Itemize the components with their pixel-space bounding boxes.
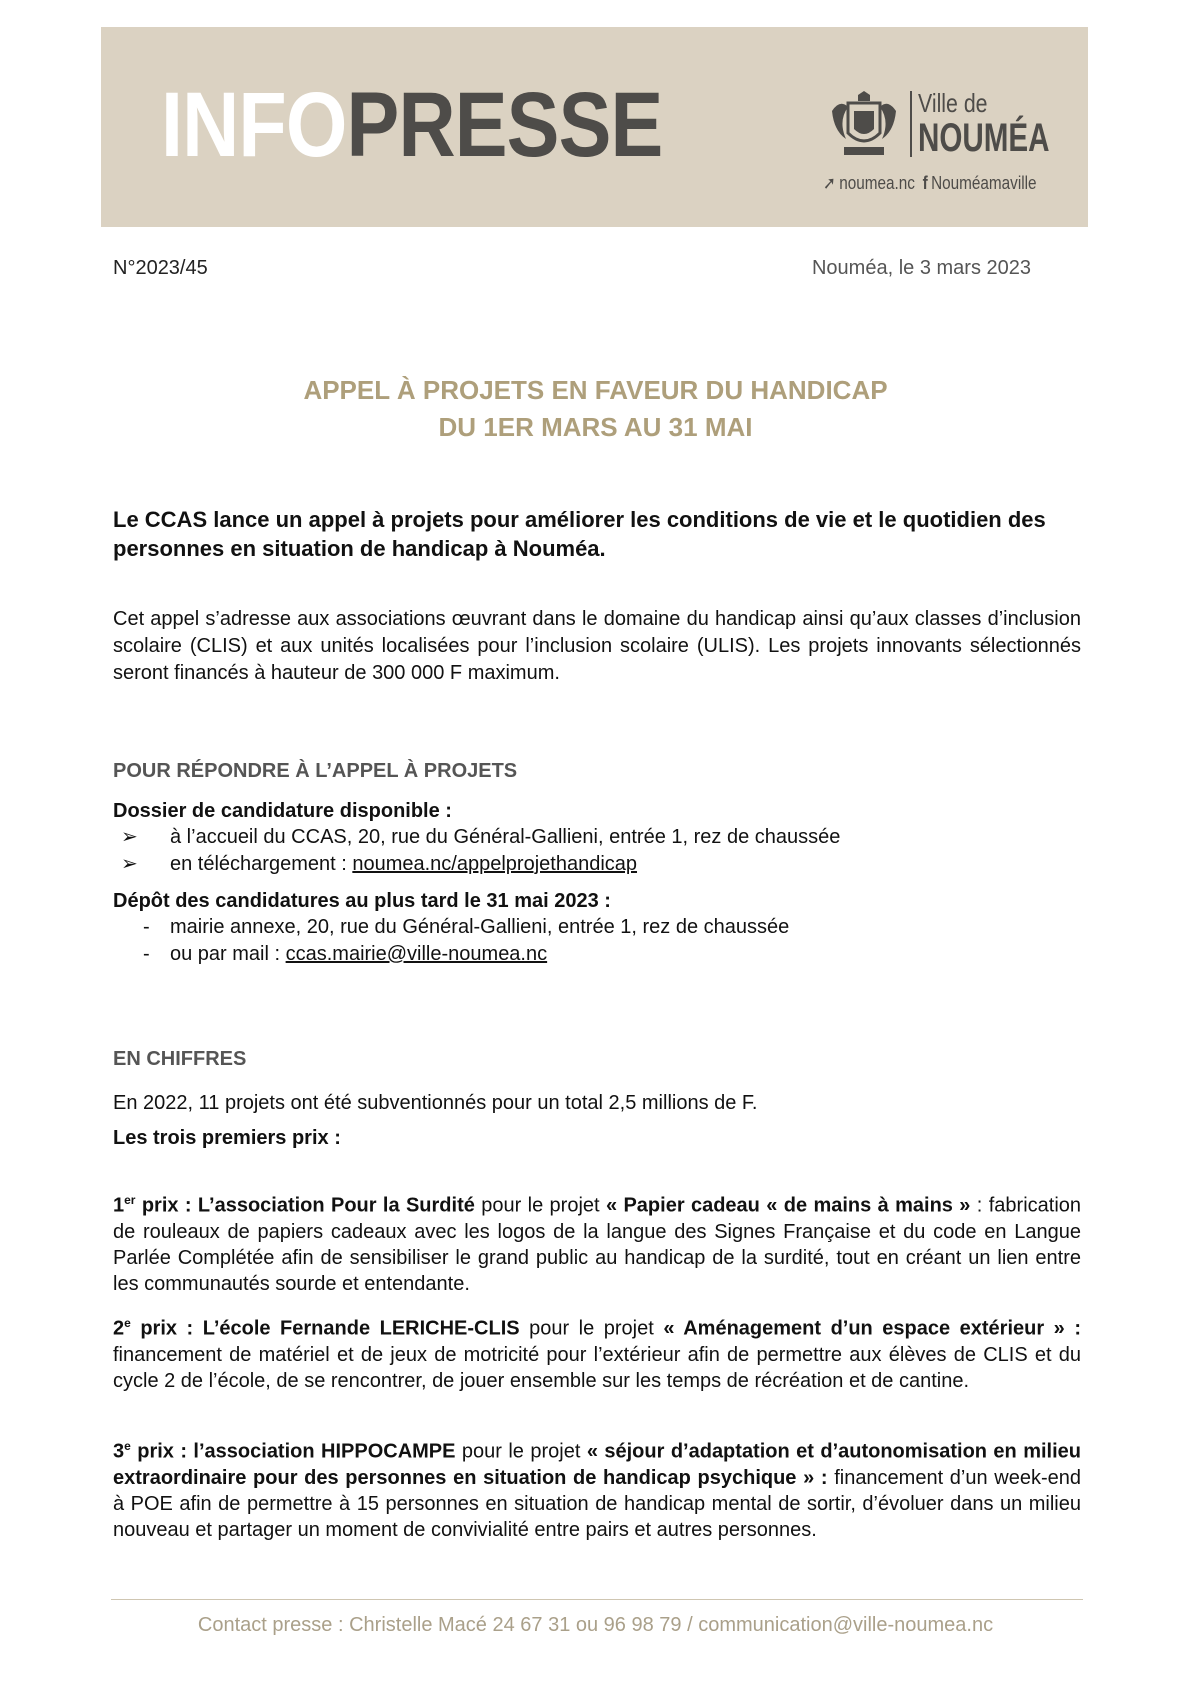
respond-heading: POUR RÉPONDRE À L’APPEL À PROJETS — [113, 760, 518, 782]
dossier-label: Dossier de candidature disponible : — [113, 800, 452, 822]
logo-city-text: NOUMÉA — [918, 116, 1050, 160]
prize-2: 2e prix : L’école Fernande LERICHE-CLIS pour le projet « Aménagement d’un espace extérieur » : financement de matériel et de jeux de motricité pour l’extérieur afin de permettre aux élèves de CLIS et du cycle 2 de l’école, de se rencontrer, de jouer ensemble sur les temps de récréation et de cantine. — [113, 1316, 1081, 1392]
press-contact: Contact presse : Christelle Macé 24 67 31 ou 96 98 79 / communication@ville-noumea.nc — [197, 1614, 994, 1636]
header-banner — [101, 27, 1088, 227]
arrow-bullet-icon: ➢ — [121, 853, 138, 875]
send-icon: ➚ — [823, 173, 836, 193]
lead-paragraph: Le CCAS lance un appel à projets pour améliorer les conditions de vie et le quotidien des personnes en situation de handicap à Nouméa. — [113, 507, 1046, 561]
prizes-label: Les trois premiers prix : — [113, 1127, 341, 1149]
chiffres-summary: En 2022, 11 projets ont été subventionnés pour un total 2,5 millions de F. — [113, 1092, 758, 1114]
depot-list — [113, 914, 1081, 968]
arrow-bullet-icon: ➢ — [121, 826, 138, 848]
download-link[interactable]: noumea.nc/appelprojethandicap — [352, 853, 638, 875]
dash-bullet: - — [143, 916, 150, 938]
page-title-line1: APPEL À PROJETS EN FAVEUR DU HANDICAP — [303, 375, 888, 405]
brand-info: INFO — [161, 74, 347, 176]
logo-links — [823, 173, 1040, 194]
logo-site-link[interactable]: noumea.nc — [839, 173, 915, 193]
brand-presse: PRESSE — [346, 74, 663, 176]
page-title-line2: DU 1ER MARS AU 31 MAI — [438, 412, 753, 442]
prize-1: 1er prix : L’association Pour la Surdité pour le projet « Papier cadeau « de mains à mains » : fabrication de rouleaux de papiers cadeaux avec les logos de la langue des Signes Française et du code en Langue Parlée Complétée afin de sensibiliser le grand public au handicap de la surdité, tout en créant un lien entre les communautés sourde et entendante. — [113, 1193, 1082, 1295]
list-item: ➢ à l’accueil du CCAS, 20, rue du Général-Gallieni, entrée 1, rez de chaussée — [113, 824, 1081, 851]
city-logo — [823, 83, 1063, 198]
brand-wordmark — [161, 74, 663, 176]
depot-label: Dépôt des candidatures au plus tard le 31 mai 2023 : — [113, 890, 611, 912]
logo-social-link[interactable]: Nouméamaville — [931, 173, 1037, 193]
intro-paragraph: Cet appel s’adresse aux associations œuvrant dans le domaine du handicap ainsi qu’aux classes d’inclusion scolaire (CLIS) et aux unités localisées pour l’inclusion scolaire (ULIS). Les projets innovants sélectionnés seront financés à hauteur de 300 000 F maximum. — [113, 608, 1081, 684]
dossier-list — [113, 824, 1081, 878]
crest-icon — [828, 91, 900, 161]
list-item: - ou par mail : ccas.mairie@ville-noumea.nc — [113, 941, 1081, 968]
facebook-icon: f — [922, 173, 928, 193]
footer-divider — [111, 1599, 1083, 1600]
dash-bullet: - — [143, 943, 150, 965]
chiffres-heading: EN CHIFFRES — [113, 1048, 247, 1070]
list-item: - mairie annexe, 20, rue du Général-Gallieni, entrée 1, rez de chaussée — [113, 914, 1081, 941]
press-reference: N°2023/45 — [113, 257, 208, 279]
list-item: ➢ en téléchargement : noumea.nc/appelprojethandicap — [113, 851, 1081, 878]
logo-ville-text: Ville de — [918, 88, 988, 118]
email-link[interactable]: ccas.mairie@ville-noumea.nc — [285, 943, 548, 965]
prize-3: 3e prix : l’association HIPPOCAMPE pour le projet « séjour d’adaptation et d’autonomisation en milieu extraordinaire pour des personnes en situation de handicap psychique » : financement d’un week-end à POE afin de permettre à 15 personnes en situation de handicap mental de sortir, d’évoluer dans un milieu nouveau et partager un moment de convivialité entre pairs et autres personnes. — [113, 1439, 1081, 1541]
logo-divider — [910, 91, 912, 157]
press-date: Nouméa, le 3 mars 2023 — [811, 257, 1031, 279]
